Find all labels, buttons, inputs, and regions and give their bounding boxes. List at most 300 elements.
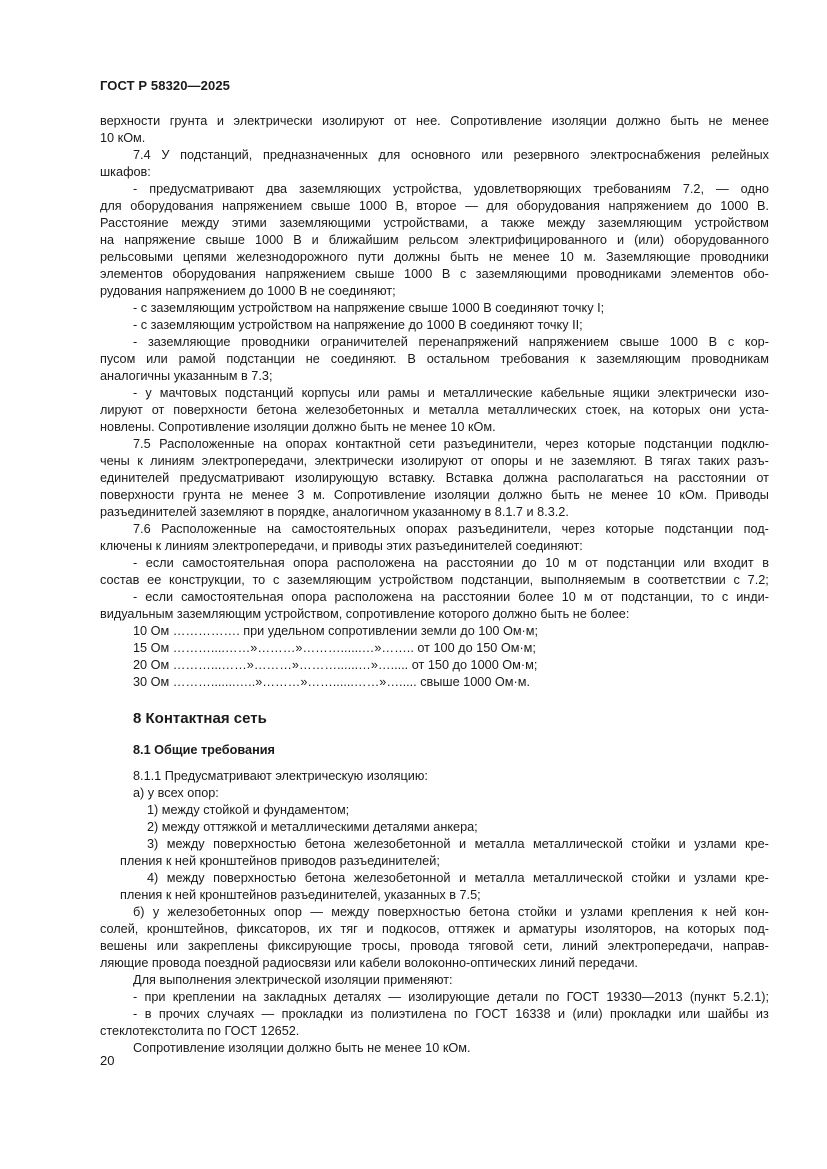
word: электрически xyxy=(233,114,313,128)
word: менее xyxy=(512,250,550,264)
text-line: пления к ней кронштейнов разъединителей, указанных в 7.5; xyxy=(120,888,481,902)
word: ГОСТ xyxy=(475,1007,508,1021)
word: 10 xyxy=(559,250,574,264)
word: бетона xyxy=(256,403,297,417)
word: Заземляющие xyxy=(605,250,691,264)
word: или xyxy=(683,556,706,570)
word: напряжение xyxy=(124,233,196,247)
word: свыше xyxy=(619,335,660,349)
word: или xyxy=(358,386,380,400)
word: к xyxy=(137,454,143,468)
word: не xyxy=(588,488,603,502)
word: - xyxy=(133,590,138,604)
word: Приводы xyxy=(715,488,769,502)
word: между xyxy=(181,216,220,230)
word: подстанции xyxy=(226,352,295,366)
word: вставку. xyxy=(388,471,436,485)
word: заземляют. xyxy=(571,454,637,468)
text-line: Сопротивление изоляции должно быть не менее 10 кОм. xyxy=(133,1041,471,1055)
word: бетона xyxy=(304,837,346,851)
word: прокладки xyxy=(281,1007,343,1021)
word: рамы xyxy=(387,386,420,400)
word: этими xyxy=(231,216,267,230)
word: ограничителей xyxy=(320,335,408,349)
word: резервного xyxy=(513,148,580,162)
word: или xyxy=(146,352,168,366)
word: закреплены xyxy=(188,939,259,953)
word: Расположенные xyxy=(161,522,257,536)
word: лируют xyxy=(100,403,143,417)
word: В. xyxy=(757,199,769,213)
word: от xyxy=(756,471,769,485)
word: менее xyxy=(732,114,769,128)
word: фиксирующие xyxy=(267,939,352,953)
word: креплении xyxy=(172,990,235,1004)
word: расположена xyxy=(334,590,413,604)
word: электрически xyxy=(657,386,737,400)
word: менее xyxy=(611,488,649,502)
word: В, xyxy=(395,199,408,213)
word: второе xyxy=(416,199,457,213)
word: должна xyxy=(503,471,548,485)
document-body xyxy=(100,113,769,1057)
text-line xyxy=(100,351,769,368)
word: узлами xyxy=(580,905,623,919)
word: м xyxy=(567,556,577,570)
word: полиэтилена xyxy=(370,1007,447,1021)
word: железобетонных xyxy=(305,403,404,417)
word: кон- xyxy=(744,905,769,919)
word: железобетонной xyxy=(353,837,451,851)
word: и xyxy=(216,114,224,128)
word: детали xyxy=(496,990,539,1004)
word: оборудования xyxy=(172,267,256,281)
text-line xyxy=(100,147,769,164)
word: и xyxy=(535,454,543,468)
text-line xyxy=(100,989,769,1006)
text-line: 8.1.1 Предусматривают электрическую изоляцию: xyxy=(133,769,428,783)
word: корпусы xyxy=(301,386,350,400)
word: контактной xyxy=(335,437,401,451)
word: быть xyxy=(450,250,479,264)
word: опорах xyxy=(406,522,448,536)
word: подстанции, xyxy=(621,590,694,604)
word: если xyxy=(145,556,174,570)
word: состав xyxy=(100,573,140,587)
word: быть xyxy=(670,114,699,128)
text-line: видуальным заземляющим устройством, сопротивление которого должно быть не более: xyxy=(100,607,630,621)
word: б) xyxy=(133,905,145,919)
word: изолируют xyxy=(322,114,385,128)
text-line xyxy=(100,198,769,215)
word: поверхности xyxy=(173,403,248,417)
word: электрифицированного xyxy=(468,233,607,247)
word: В xyxy=(293,233,302,247)
word: опорах xyxy=(285,437,327,451)
word: стойки xyxy=(517,905,557,919)
word: 1000 xyxy=(404,267,433,281)
word: изолирующие xyxy=(408,990,490,1004)
word: ее xyxy=(147,573,162,587)
word: линиям xyxy=(150,454,195,468)
word: для xyxy=(100,199,122,213)
word: выполняемым xyxy=(540,573,626,587)
word: инди- xyxy=(736,590,769,604)
word: кре- xyxy=(744,837,769,851)
word: от xyxy=(585,556,598,570)
word: также xyxy=(500,216,535,230)
word: вешены xyxy=(100,939,148,953)
word: они xyxy=(709,403,731,417)
text-line xyxy=(100,249,769,266)
word: то xyxy=(701,590,714,604)
word: которых xyxy=(652,403,701,417)
text-line: 10 кОм. xyxy=(100,131,146,145)
word: Сопротивление xyxy=(450,114,543,128)
word: не xyxy=(488,250,503,264)
word: заземляющим xyxy=(596,352,681,366)
word: оборудования xyxy=(130,199,214,213)
subsection-heading: 8.1 Общие требования xyxy=(133,743,275,757)
word: изолирующую xyxy=(294,471,379,485)
word: на xyxy=(100,233,115,247)
text-line xyxy=(100,1006,769,1023)
word: напряжением xyxy=(265,267,346,281)
word: и xyxy=(565,905,573,919)
word: (или) xyxy=(634,233,665,247)
word: не xyxy=(549,454,564,468)
word: если xyxy=(145,590,174,604)
word: рельсом xyxy=(408,233,459,247)
word: - xyxy=(133,556,138,570)
word: на xyxy=(420,590,435,604)
word: из xyxy=(755,1007,769,1021)
word: свыше xyxy=(355,267,395,281)
word: расстоянии xyxy=(446,556,514,570)
word: под- xyxy=(743,922,769,936)
word: бетона xyxy=(469,905,510,919)
word: устройствами, xyxy=(383,216,469,230)
word: от xyxy=(151,403,165,417)
word: кОм. xyxy=(679,488,708,502)
text-line: 10 Ом ……………. при удельном сопротивлении земли до 100 Ом·м; xyxy=(133,624,539,638)
word: самостоятельная xyxy=(181,590,284,604)
text-line: 15 Ом ………....……»………»………......…»…….. от 100 до 150 Ом·м; xyxy=(133,641,536,655)
word: устройством xyxy=(379,573,454,587)
word: проводниками xyxy=(576,267,662,281)
word: остальном xyxy=(426,352,490,366)
word: в xyxy=(144,1007,152,1021)
word: У xyxy=(161,148,170,162)
text-line: 30 Ом ……….......…..»………»……......……»…..... свыше 1000 Ом·м. xyxy=(133,675,530,689)
word: — xyxy=(261,1007,275,1021)
word: подстанции xyxy=(664,522,734,536)
word: не xyxy=(708,114,723,128)
word: и xyxy=(366,922,374,936)
word: поверхностью xyxy=(213,837,297,851)
word: 10 xyxy=(656,488,671,502)
word: и xyxy=(412,403,420,417)
word: ГОСТ xyxy=(566,990,600,1004)
word: тросы, xyxy=(361,939,401,953)
text-line xyxy=(100,921,769,938)
word: единителей xyxy=(100,471,170,485)
word: — xyxy=(465,199,478,213)
word: 7.4 xyxy=(133,148,151,162)
word: подклю- xyxy=(721,437,769,451)
word: электропередачи, xyxy=(607,939,714,953)
word: изо- xyxy=(744,386,769,400)
word: конструкции, xyxy=(169,573,245,587)
word: тяг xyxy=(340,922,358,936)
word: 1000 xyxy=(669,335,698,349)
text-line: Для выполнения электрической изоляции применяют: xyxy=(133,973,453,987)
word: и xyxy=(311,233,319,247)
word: 1000 xyxy=(358,199,388,213)
text-line xyxy=(100,555,769,572)
word: кронштейнов, xyxy=(146,922,228,936)
word: до xyxy=(522,556,537,570)
word: солей, xyxy=(100,922,139,936)
word: расстоянии xyxy=(678,471,746,485)
word: к xyxy=(701,905,708,919)
word: заземляющим xyxy=(287,573,372,587)
word: металла xyxy=(428,403,479,417)
word: подстанций xyxy=(224,386,294,400)
word: релейных xyxy=(711,148,769,162)
word: между xyxy=(331,905,370,919)
word: устройства, xyxy=(392,182,462,196)
word: — xyxy=(310,905,323,919)
word: при xyxy=(144,990,166,1004)
text-line xyxy=(100,334,769,351)
text-line: новлены. Сопротивление изоляции должно быть не менее 10 кОм. xyxy=(100,420,496,434)
word: стоек, xyxy=(585,403,621,417)
word: на xyxy=(266,522,282,536)
word: на xyxy=(242,990,257,1004)
word: электропередачи, xyxy=(201,454,308,468)
text-line: шкафов: xyxy=(100,165,151,179)
word: напряжением xyxy=(222,199,303,213)
text-line xyxy=(100,181,769,198)
word: на xyxy=(653,471,668,485)
word: узлами xyxy=(694,837,737,851)
word: железнодорожного xyxy=(236,250,348,264)
word: — xyxy=(388,990,401,1004)
text-line xyxy=(100,113,769,130)
word: сети, xyxy=(523,939,553,953)
word: изолируют xyxy=(400,454,464,468)
document-code-header: ГОСТ Р 58320—2025 xyxy=(100,78,230,93)
text-line xyxy=(100,215,769,232)
word: тяговой xyxy=(468,939,514,953)
word: В xyxy=(407,352,416,366)
text-line: - с заземляющим устройством на напряжение до 1000 В соединяют точку II; xyxy=(133,318,583,332)
word: подстанции xyxy=(644,437,713,451)
word: 5.2.1); xyxy=(733,990,769,1004)
word: удовлетворяющих xyxy=(473,182,582,196)
word: В xyxy=(441,267,451,281)
word: цепями xyxy=(182,250,227,264)
word: деталях xyxy=(333,990,382,1004)
word: основного xyxy=(410,148,471,162)
word: таких xyxy=(698,454,730,468)
page-number: 20 xyxy=(100,1053,115,1068)
word: или xyxy=(481,148,503,162)
word: заземляющие xyxy=(147,335,231,349)
word: стойки xyxy=(631,837,671,851)
word: фиксаторов, xyxy=(236,922,310,936)
word: 7.5 xyxy=(133,437,151,451)
word: 16338 xyxy=(515,1007,551,1021)
word: 19330—2013 xyxy=(606,990,683,1004)
word: с xyxy=(459,267,467,281)
word: через xyxy=(561,522,595,536)
word: — xyxy=(715,182,729,196)
word: шайбы xyxy=(707,1007,749,1021)
word: м. xyxy=(312,488,326,502)
word: 10 xyxy=(561,590,576,604)
word: расстоянии xyxy=(442,590,511,604)
text-line: 1) между стойкой и фундаментом; xyxy=(147,803,350,817)
word: входит xyxy=(713,556,754,570)
word: разъединители, xyxy=(458,522,552,536)
text-line: рудования напряжением до 1000 В не соединяют; xyxy=(100,284,396,298)
word: заземляющими xyxy=(475,267,568,281)
word: электроснабжения xyxy=(590,148,701,162)
word: должны xyxy=(393,250,441,264)
word: свыше xyxy=(310,199,351,213)
text-line: 2) между оттяжкой и металлическими деталями анкера; xyxy=(147,820,478,834)
word: предназначенных xyxy=(263,148,368,162)
word: а xyxy=(480,216,488,230)
word: самостоятельная xyxy=(182,556,285,570)
word: Расстояние xyxy=(100,216,169,230)
word: из xyxy=(350,1007,364,1021)
word: верхности xyxy=(100,114,161,128)
word: самостоятельных xyxy=(291,522,396,536)
text-line: ляющие провода поездной радиосвязи или кабели волоконно-оптических линий передачи. xyxy=(100,956,638,970)
word: металла xyxy=(474,837,525,851)
word: напряжением xyxy=(608,199,689,213)
text-line: ключены к линиям электропередачи, и приводы этих разъединителей соединяют: xyxy=(100,539,583,553)
word: по xyxy=(545,990,560,1004)
word: ящики xyxy=(612,386,650,400)
word: предусматривают xyxy=(149,182,255,196)
word: с xyxy=(273,573,280,587)
word: кабельные xyxy=(540,386,605,400)
word: опоры xyxy=(490,454,528,468)
word: 3 xyxy=(297,488,305,502)
word: опор xyxy=(273,905,302,919)
word: грунта xyxy=(169,114,208,128)
word: расположена xyxy=(336,556,415,570)
word: обо- xyxy=(743,267,769,281)
word: чены xyxy=(100,454,130,468)
word: изоляторов, xyxy=(585,922,657,936)
word: подстанции, xyxy=(461,573,534,587)
word: - xyxy=(133,335,138,349)
word: изоляции xyxy=(434,488,490,502)
word: м. xyxy=(583,250,597,264)
word: 3) xyxy=(147,837,159,851)
word: - xyxy=(133,990,138,1004)
word: и xyxy=(427,386,435,400)
word: предусматривают xyxy=(179,471,285,485)
word: железобетонной xyxy=(353,871,451,885)
word: 1000 xyxy=(254,233,284,247)
word: разъ- xyxy=(737,454,769,468)
word: под- xyxy=(743,522,769,536)
word: 7.2, xyxy=(682,182,704,196)
word: (или) xyxy=(572,1007,603,1021)
text-line xyxy=(100,870,769,887)
word: не xyxy=(229,488,244,502)
word: у xyxy=(152,905,160,919)
word: заземляющих xyxy=(299,182,381,196)
section-heading: 8 Контактная сеть xyxy=(133,710,267,727)
text-line xyxy=(100,938,769,955)
word: должно xyxy=(498,488,543,502)
word: Расположенные xyxy=(159,437,255,451)
word: два xyxy=(266,182,288,196)
text-line xyxy=(100,904,769,921)
text-line: - с заземляющим устройством на напряжение свыше 1000 В соединяют точку I; xyxy=(133,301,605,315)
text-line: разъединителей заземляют в порядке, аналогичном указанному в 8.1.7 и 8.3.2. xyxy=(100,505,569,519)
word: с xyxy=(721,590,729,604)
word: подкосов, xyxy=(382,922,440,936)
word: оборудованного xyxy=(674,233,769,247)
word: 4) xyxy=(147,871,159,885)
word: которых xyxy=(687,922,736,936)
word: в xyxy=(633,573,640,587)
word: их xyxy=(318,922,332,936)
word: сети xyxy=(409,437,436,451)
word: - xyxy=(133,182,138,196)
word: подстанции xyxy=(606,556,675,570)
word: проводники xyxy=(700,250,769,264)
word: крепления xyxy=(631,905,694,919)
word: металлической xyxy=(533,837,623,851)
text-line: а) у всех опор: xyxy=(133,786,219,800)
word: оттяжек xyxy=(448,922,495,936)
word: свыше xyxy=(205,233,245,247)
word: (пункт xyxy=(689,990,726,1004)
text-line: пления к ней кронштейнов приводов разъединителей; xyxy=(120,854,440,868)
text-line: аналогичны указанным в 7.3; xyxy=(100,369,273,383)
word: проводникам xyxy=(691,352,769,366)
word: электрически xyxy=(314,454,394,468)
word: к xyxy=(580,352,586,366)
word: 7.6 xyxy=(133,522,151,536)
word: 7.2; xyxy=(747,573,769,587)
word: опора xyxy=(293,556,329,570)
word: - xyxy=(133,1007,138,1021)
word: и xyxy=(678,837,686,851)
text-line xyxy=(100,385,769,402)
text-line xyxy=(100,436,769,453)
word: пусом xyxy=(100,352,136,366)
word: заземляющим xyxy=(597,216,683,230)
word: от xyxy=(393,114,407,128)
word: мачтовых xyxy=(159,386,217,400)
word: проводники xyxy=(241,335,310,349)
word: уста- xyxy=(739,403,769,417)
word: направ- xyxy=(722,939,769,953)
word: быть xyxy=(551,488,580,502)
text-line: стеклотекстолита по ГОСТ 12652. xyxy=(100,1024,300,1038)
word: стойки xyxy=(631,871,671,885)
